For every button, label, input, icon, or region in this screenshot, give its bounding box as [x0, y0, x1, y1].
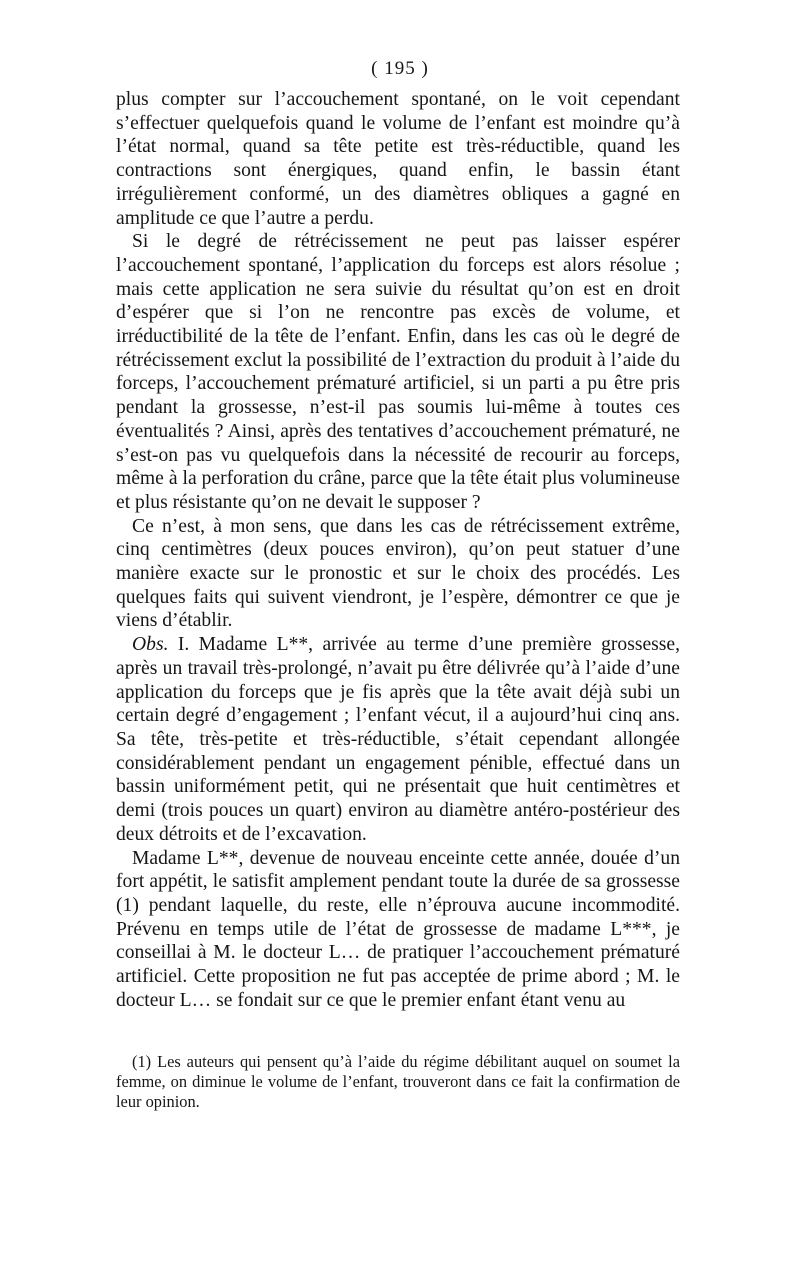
footnote-area	[116, 1052, 680, 1112]
observation-label: Obs.	[132, 634, 169, 656]
footnote: (1) Les auteurs qui pensent qu’à l’aide du régime débilitant auquel on soumet la femme, on diminue le volume de l’enfant, trouveront dans ce fait la confirmation de leur opinion.	[116, 1052, 680, 1111]
paragraph-3: Ce n’est, à mon sens, que dans les cas de rétrécissement extrême, cinq centimètres (deux pouces environ), qu’on peut statuer d’une manière exacte sur le pronostic et sur le choix des procédés. Les quelques faits qui suivent viendront, je l’espère, démontrer ce que je viens d’établir.	[116, 515, 680, 632]
paragraph-2: Si le degré de rétrécissement ne peut pas laisser espérer l’accouchement spontané, l’application du forceps est alors résolue ; mais cette application ne sera suivie du résultat qu’on est en droit d’espérer que si l’on ne rencontre pas excès de volume, et irréductibilité de la tête de l’enfant. Enfin, dans les cas où le degré de rétrécissement exclut la possibilité de l’extraction du produit à l’aide du forceps, l’accouchement prématuré artificiel, si un parti a pu être pris pendant la grossesse, n’est-il pas soumis lui-même à toutes ces éventualités ? Ainsi, après des tentatives d’accouchement prématuré, ne s’est-on pas vu quelquefois dans la nécessité de recourir au forceps, même à la perforation du crâne, parce que la tête était plus volumineuse et plus résistante qu’on ne devait le supposer ?	[116, 231, 680, 513]
paragraph-4-observation	[116, 633, 680, 846]
observation-text: I. Madame L**, arrivée au terme d’une première grossesse, après un travail très-prolongé, n’avait pu être délivrée qu’à l’aide d’une application du forceps que je fis après que la tête avait déjà subi un certain degré d’engagement ; l’enfant vécut, il a aujourd’hui cinq ans. Sa tête, très-petite et très-réductible, s’était cependant allongée considérablement pendant un engagement pénible, effectué dans un bassin uniformément petit, qui ne présentait que huit centimètres et demi (trois pouces un quart) environ au diamètre antéro-postérieur des deux détroits et de l’excavation.	[116, 634, 680, 845]
page-number: ( 195 )	[371, 58, 429, 79]
body-text	[116, 88, 680, 1012]
paragraph-1: plus compter sur l’accouchement spontané, on le voit cependant s’effectuer quelquefois quand le volume de l’enfant est moindre qu’à l’état normal, quand sa tête petite est très-réductible, quand les contractions sont énergiques, quand enfin, le bassin étant irrégulièrement conformé, un des diamètres obliques a gagné en amplitude ce que l’autre a perdu.	[116, 89, 680, 229]
paragraph-5: Madame L**, devenue de nouveau enceinte cette année, douée d’un fort appétit, le satisfit amplement pendant toute la durée de sa grossesse (1) pendant laquelle, du reste, elle n’éprouva aucune incommodité. Prévenu en temps utile de l’état de grossesse de madame L***, je conseillai à M. le docteur L… de pratiquer l’accouchement prématuré artificiel. Cette proposition ne fut pas acceptée de prime abord ; M. le docteur L… se fondait sur ce que le premier enfant étant venu au	[116, 847, 680, 1011]
